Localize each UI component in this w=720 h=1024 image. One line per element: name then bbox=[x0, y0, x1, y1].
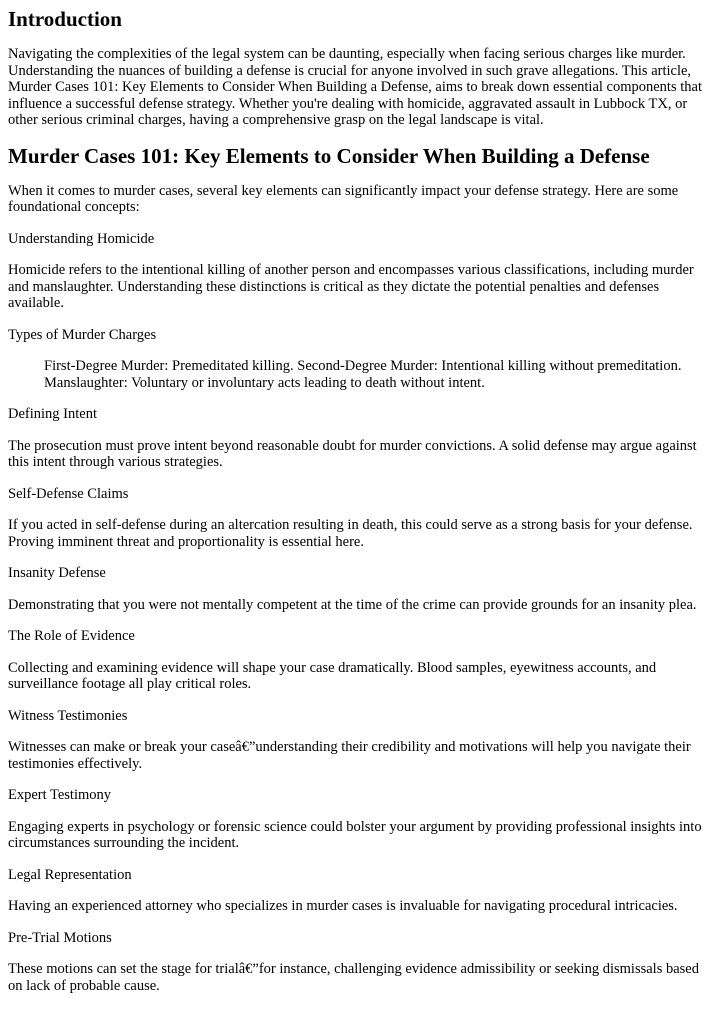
section-title-role-of-evidence: The Role of Evidence bbox=[8, 628, 135, 644]
section-title-legal-representation: Legal Representation bbox=[8, 866, 132, 883]
section-text-pre-trial-motions: These motions can set the stage for trialâ€”for instance, challenging evidence admissibility or seeking dismissals based on lack of probable cause. bbox=[8, 961, 699, 994]
section-text-expert-testimony: Engaging experts in psychology or forensic science could bolster your argument by providing professional insights into circumstances surrounding the incident. bbox=[8, 818, 702, 851]
section-title-expert-testimony: Expert Testimony bbox=[8, 787, 112, 803]
intro-paragraph: Navigating the complexities of the legal system can be daunting, especially when facing serious charges like murder. Understanding the nuances of building a defense is crucial for anyone involved in such grave allegations. This article, Murder Cases 101: Key Elements to Consider When Building a Defense, aims to break down essential components that influence a successful defense strategy. Whether you're dealing with homicide, aggravated assault in Lubbock TX, or other serious criminal charges, having a comprehensive grasp on the legal landscape is vital. bbox=[8, 46, 702, 128]
section-text-legal-representation: Having an experienced attorney who specializes in murder cases is invaluable for navigating procedural intricacies. bbox=[8, 898, 678, 914]
intro-heading: Introduction bbox=[8, 7, 122, 31]
section-title-pre-trial-motions: Pre-Trial Motions bbox=[8, 929, 112, 946]
main-heading: Murder Cases 101: Key Elements to Consider When Building a Defense bbox=[8, 143, 650, 168]
murder-charges-list bbox=[8, 358, 712, 391]
main-lead-paragraph: When it comes to murder cases, several key elements can significantly impact your defense strategy. Here are some foundational concepts: bbox=[8, 182, 679, 215]
section-title-understanding-homicide: Understanding Homicide bbox=[8, 230, 155, 247]
list-item: Manslaughter: Voluntary or involuntary acts leading to death without intent. bbox=[44, 374, 485, 391]
section-title-defining-intent: Defining Intent bbox=[8, 406, 97, 422]
section-text-self-defense-claims: If you acted in self-defense during an altercation resulting in death, this could serve as a strong basis for your defense. Proving imminent threat and proportionality is essential here. bbox=[8, 517, 693, 550]
section-title-witness-testimonies: Witness Testimonies bbox=[8, 707, 128, 724]
section-title-insanity-defense: Insanity Defense bbox=[8, 565, 106, 581]
section-text-witness-testimonies: Witnesses can make or break your caseâ€”understanding their credibility and motivations will help you navigate their testimonies effectively. bbox=[8, 739, 691, 772]
section-text-role-of-evidence: Collecting and examining evidence will shape your case dramatically. Blood samples, eyewitness accounts, and surveillance footage all play critical roles. bbox=[8, 659, 657, 692]
list-item: Second-Degree Murder: Intentional killing without premeditation. bbox=[297, 358, 682, 374]
list-item: First-Degree Murder: Premeditated killing. bbox=[44, 358, 294, 374]
section-text-defining-intent: The prosecution must prove intent beyond reasonable doubt for murder convictions. A solid defense may argue against this intent through various strategies. bbox=[8, 437, 697, 470]
section-title-self-defense-claims: Self-Defense Claims bbox=[8, 485, 129, 502]
section-text-understanding-homicide: Homicide refers to the intentional killing of another person and encompasses various classifications, including murder and manslaughter. Understanding these distinctions is critical as they dictate the potential penalties and defenses available. bbox=[8, 262, 694, 311]
article bbox=[0, 7, 720, 994]
section-title-types-of-murder-charges: Types of Murder Charges bbox=[8, 326, 157, 343]
section-text-insanity-defense: Demonstrating that you were not mentally competent at the time of the crime can provide grounds for an insanity plea. bbox=[8, 596, 697, 613]
